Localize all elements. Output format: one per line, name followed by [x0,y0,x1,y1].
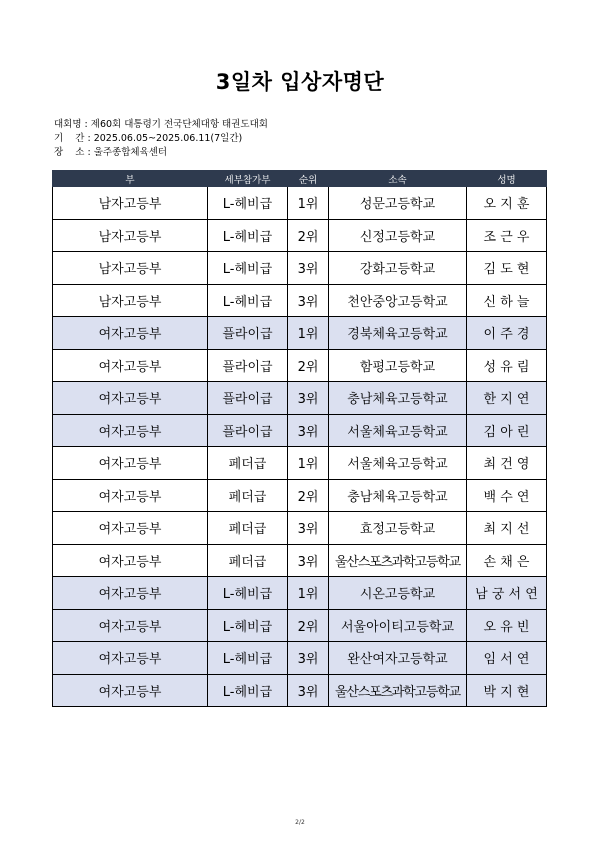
cell-division: 여자고등부 [53,674,208,707]
cell-division: 여자고등부 [53,609,208,642]
cell-affiliation: 울산스포츠과학고등학교 [329,674,467,707]
header-rank: 순위 [288,171,329,187]
header-affiliation: 소속 [329,171,467,187]
table-row [53,674,547,707]
table-row [53,187,547,220]
table-row [53,609,547,642]
cell-rank: 3위 [288,674,329,707]
event-venue-line: 장 소 : 울주종합체육센터 [54,147,168,158]
table-row [53,317,547,350]
cell-division: 여자고등부 [53,447,208,480]
cell-division: 남자고등부 [53,187,208,220]
cell-weight-class: L-헤비급 [208,642,288,675]
cell-division: 여자고등부 [53,512,208,545]
cell-weight-class: 플라이급 [208,317,288,350]
table-row [53,479,547,512]
cell-weight-class: L-헤비급 [208,284,288,317]
cell-affiliation: 서울체육고등학교 [329,447,467,480]
cell-division: 여자고등부 [53,544,208,577]
cell-rank: 2위 [288,219,329,252]
cell-name: 박 지 현 [467,674,547,707]
table-row [53,447,547,480]
table-row [53,414,547,447]
cell-affiliation: 효정고등학교 [329,512,467,545]
cell-division: 남자고등부 [53,219,208,252]
cell-name: 오 지 훈 [467,187,547,220]
cell-weight-class: 플라이급 [208,414,288,447]
cell-division: 남자고등부 [53,252,208,285]
cell-affiliation: 경북체육고등학교 [329,317,467,350]
page-number: 2/2 [295,819,305,826]
cell-name: 한 지 연 [467,382,547,415]
event-period-line: 기 간 : 2025.06.05~2025.06.11(7일간) [54,133,243,144]
table-row [53,349,547,382]
cell-name: 손 채 은 [467,544,547,577]
period-label: 기 간 [54,133,85,144]
cell-affiliation: 울산스포츠과학고등학교 [329,544,467,577]
cell-rank: 3위 [288,512,329,545]
cell-weight-class: L-헤비급 [208,577,288,610]
cell-affiliation: 완산여자고등학교 [329,642,467,675]
cell-weight-class: L-헤비급 [208,219,288,252]
cell-name: 김 아 린 [467,414,547,447]
cell-rank: 1위 [288,447,329,480]
cell-division: 여자고등부 [53,479,208,512]
event-name-line: 대회명 : 제60회 대통령기 전국단체대항 태권도대회 [54,119,268,130]
cell-weight-class: 페더급 [208,512,288,545]
table-row [53,512,547,545]
cell-name: 조 근 우 [467,219,547,252]
cell-rank: 2위 [288,349,329,382]
cell-weight-class: L-헤비급 [208,609,288,642]
cell-weight-class: L-헤비급 [208,674,288,707]
cell-rank: 3위 [288,544,329,577]
event-info [54,118,268,160]
cell-name: 최 지 선 [467,512,547,545]
cell-affiliation: 천안중앙고등학교 [329,284,467,317]
cell-affiliation: 서울체육고등학교 [329,414,467,447]
cell-rank: 3위 [288,642,329,675]
cell-weight-class: 플라이급 [208,382,288,415]
cell-rank: 2위 [288,609,329,642]
cell-weight-class: 플라이급 [208,349,288,382]
cell-weight-class: L-헤비급 [208,187,288,220]
cell-name: 이 주 경 [467,317,547,350]
cell-rank: 3위 [288,414,329,447]
cell-weight-class: 페더급 [208,544,288,577]
cell-affiliation: 강화고등학교 [329,252,467,285]
cell-division: 여자고등부 [53,349,208,382]
cell-weight-class: 페더급 [208,447,288,480]
cell-rank: 1위 [288,317,329,350]
cell-name: 김 도 현 [467,252,547,285]
cell-rank: 3위 [288,284,329,317]
table-row [53,252,547,285]
cell-division: 남자고등부 [53,284,208,317]
cell-affiliation: 서울아이티고등학교 [329,609,467,642]
table-row [53,577,547,610]
cell-affiliation: 신정고등학교 [329,219,467,252]
cell-weight-class: 페더급 [208,479,288,512]
table-row [53,284,547,317]
cell-rank: 1위 [288,187,329,220]
cell-affiliation: 충남체육고등학교 [329,382,467,415]
venue-value: 울주종합체육센터 [93,147,168,158]
period-value: 2025.06.05~2025.06.11(7일간) [93,133,243,144]
cell-rank: 2위 [288,479,329,512]
cell-division: 여자고등부 [53,382,208,415]
cell-name: 오 유 빈 [467,609,547,642]
cell-name: 최 건 영 [467,447,547,480]
table-row [53,544,547,577]
event-label: 대회명 [54,119,82,130]
cell-name: 임 서 연 [467,642,547,675]
cell-affiliation: 시온고등학교 [329,577,467,610]
cell-rank: 3위 [288,382,329,415]
table-row [53,382,547,415]
page-title: 3일차 입상자명단 [215,70,385,94]
header-division: 부 [53,171,208,187]
cell-affiliation: 성문고등학교 [329,187,467,220]
table-row [53,219,547,252]
cell-name: 성 유 림 [467,349,547,382]
venue-label: 장 소 [54,147,85,158]
table-header-row [53,171,547,187]
header-name: 성명 [467,171,547,187]
header-weight-class: 세부참가부 [208,171,288,187]
cell-weight-class: L-헤비급 [208,252,288,285]
cell-affiliation: 충남체육고등학교 [329,479,467,512]
event-value: 제60회 대통령기 전국단체대항 태권도대회 [90,119,268,130]
cell-affiliation: 함평고등학교 [329,349,467,382]
cell-division: 여자고등부 [53,317,208,350]
cell-division: 여자고등부 [53,577,208,610]
cell-division: 여자고등부 [53,642,208,675]
cell-name: 백 수 연 [467,479,547,512]
cell-name: 남 궁 서 연 [467,577,547,610]
cell-name: 신 하 늘 [467,284,547,317]
cell-rank: 1위 [288,577,329,610]
results-table [52,170,547,707]
table-row [53,642,547,675]
cell-rank: 3위 [288,252,329,285]
cell-division: 여자고등부 [53,414,208,447]
